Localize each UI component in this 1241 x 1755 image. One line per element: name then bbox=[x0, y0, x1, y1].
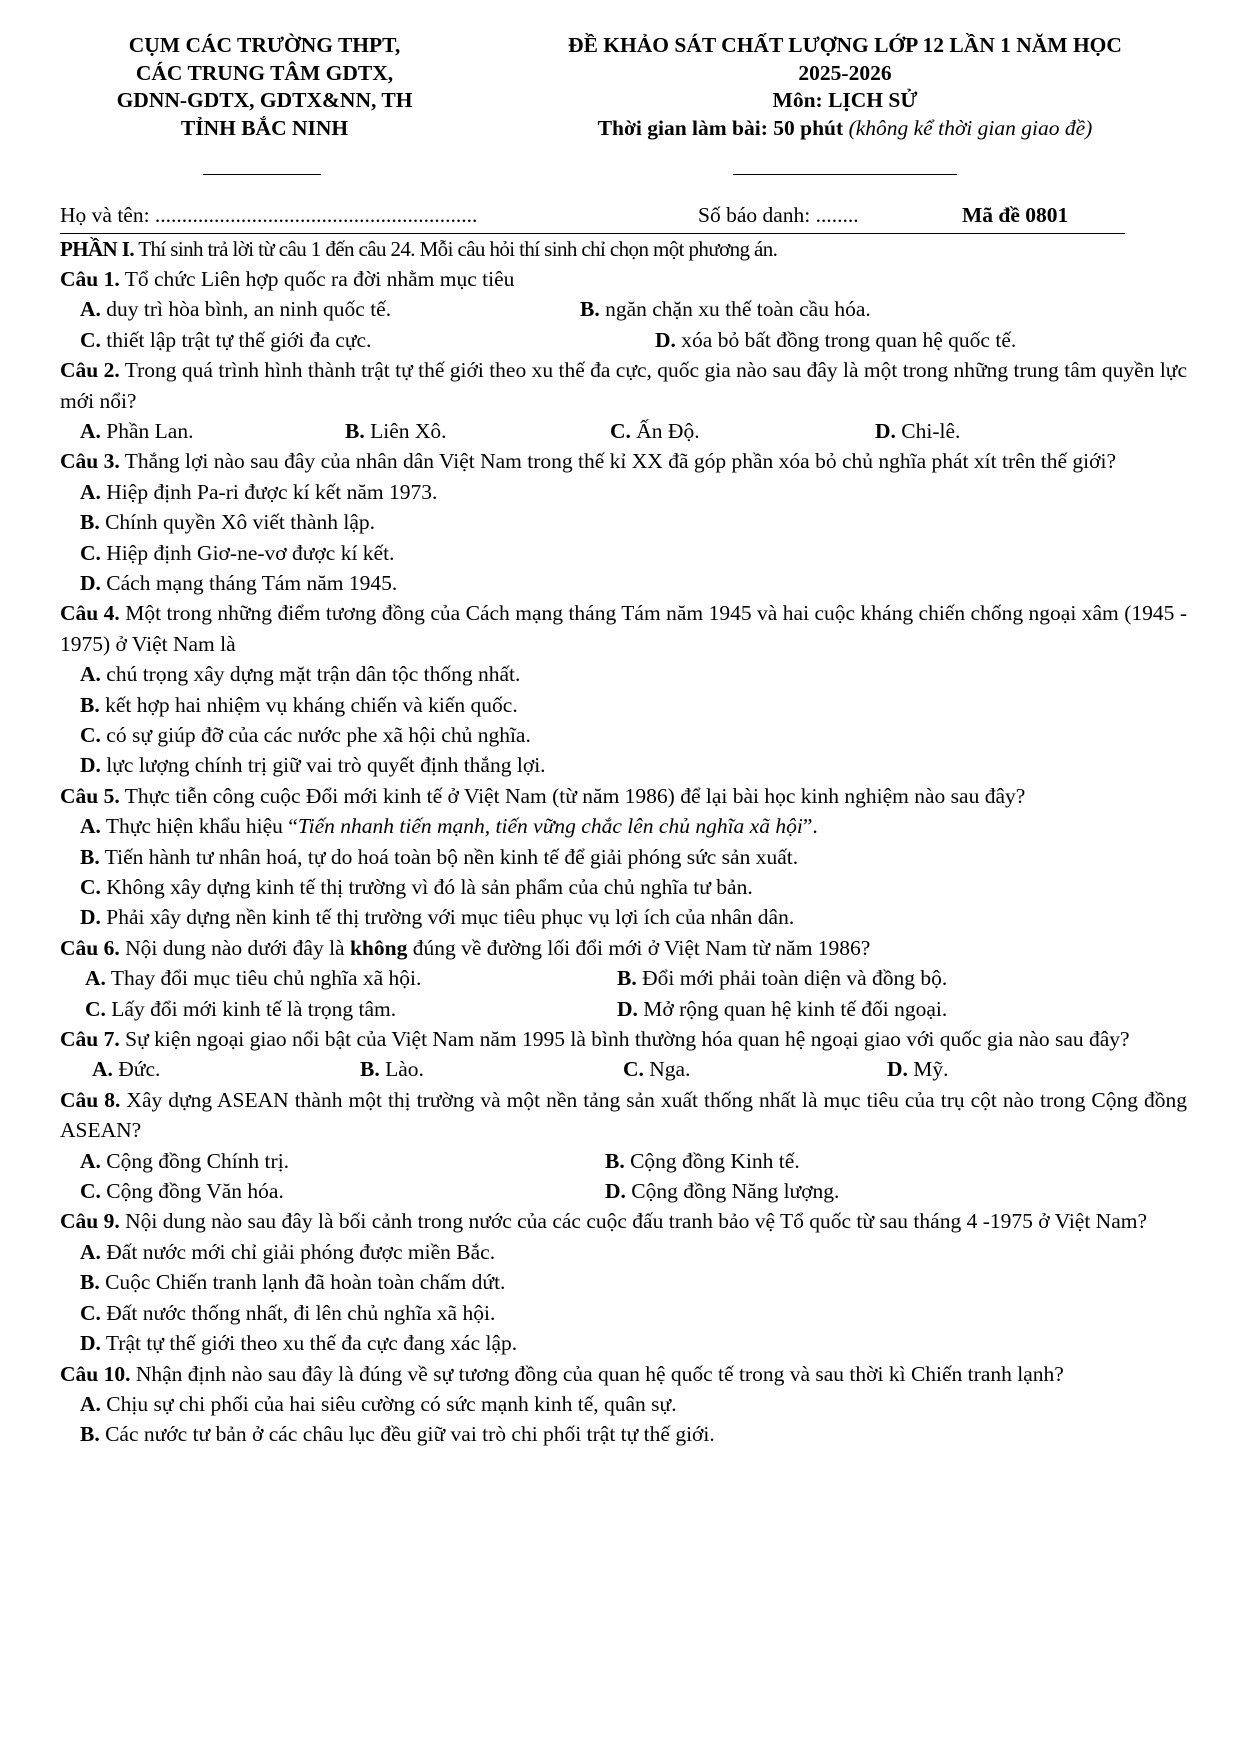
questions-section bbox=[60, 234, 1187, 1450]
option-a[interactable]: A. duy trì hòa bình, an ninh quốc tế. bbox=[80, 297, 392, 322]
option-c[interactable]: C. Đất nước thống nhất, đi lên chủ nghĩa xã hội. bbox=[80, 1300, 496, 1325]
option-a[interactable]: A. Thực hiện khẩu hiệu “Tiến nhanh tiến mạnh, tiến vững chắc lên chủ nghĩa xã hội”. bbox=[80, 814, 818, 839]
option-a[interactable]: A. Đức. bbox=[92, 1057, 161, 1082]
student-name-label: Họ và tên: ............................................................ bbox=[60, 203, 478, 227]
options-row bbox=[60, 325, 1187, 355]
option-b[interactable]: B. kết hợp hai nhiệm vụ kháng chiến và kiến quốc. bbox=[80, 692, 518, 717]
option-b[interactable]: B. Đổi mới phải toàn diện và đồng bộ. bbox=[617, 966, 948, 991]
option-c[interactable]: C. có sự giúp đỡ của các nước phe xã hội chủ nghĩa. bbox=[80, 723, 531, 748]
option-b[interactable]: B. Các nước tư bản ở các châu lục đều giữ vai trò chi phối trật tự thế giới. bbox=[80, 1422, 715, 1447]
school-line-4: TỈNH BẮC NINH bbox=[180, 115, 349, 140]
option-a[interactable]: A. Hiệp định Pa-ri được kí kết năm 1973. bbox=[80, 479, 438, 504]
options-row bbox=[60, 994, 1187, 1024]
option-d[interactable]: D. Mỹ. bbox=[887, 1057, 949, 1082]
option-c[interactable]: C. Lấy đổi mới kinh tế là trọng tâm. bbox=[85, 996, 397, 1021]
header-divider-right bbox=[733, 174, 957, 175]
school-header bbox=[62, 32, 467, 142]
option-a[interactable]: A. Thay đổi mục tiêu chủ nghĩa xã hội. bbox=[85, 966, 422, 991]
header-divider-left bbox=[203, 174, 321, 175]
exam-year: 2025-2026 bbox=[798, 60, 892, 85]
option-b[interactable]: B. Cộng đồng Kinh tế. bbox=[605, 1148, 800, 1173]
student-info bbox=[60, 203, 1125, 229]
option-d[interactable]: D. Chi-lê. bbox=[875, 419, 961, 443]
option-c[interactable]: C. thiết lập trật tự thế giới đa cực. bbox=[80, 327, 372, 352]
exam-code: Mã đề 0801 bbox=[962, 203, 1069, 227]
option-b[interactable]: B. ngăn chặn xu thế toàn cầu hóa. bbox=[580, 297, 871, 322]
exam-header bbox=[490, 32, 1200, 142]
option-d[interactable]: D. Cách mạng tháng Tám năm 1945. bbox=[80, 571, 398, 596]
option-d[interactable]: D. xóa bỏ bất đồng trong quan hệ quốc tế. bbox=[655, 327, 1017, 352]
option-b[interactable]: B. Tiến hành tư nhân hoá, tự do hoá toàn bộ nền kinh tế để giải phóng sức sản xuất. bbox=[80, 844, 799, 869]
part-1-instruction: PHẦN I. Thí sinh trả lời từ câu 1 đến câu 24. Mỗi câu hỏi thí sinh chỉ chọn một phương án. bbox=[60, 237, 778, 261]
option-a[interactable]: A. Đất nước mới chỉ giải phóng được miền Bắc. bbox=[80, 1239, 496, 1264]
option-a[interactable]: A. Cộng đồng Chính trị. bbox=[80, 1148, 290, 1173]
question-3: Câu 3. Thắng lợi nào sau đây của nhân dân Việt Nam trong thế kỉ XX đã góp phần xóa bỏ chủ nghĩa phát xít trên thế giới? bbox=[60, 449, 1117, 474]
options-row bbox=[60, 1054, 1187, 1084]
school-line-1: CỤM CÁC TRƯỜNG THPT, bbox=[128, 33, 401, 57]
question-4: Câu 4. Một trong những điểm tương đồng của Cách mạng tháng Tám năm 1945 và hai cuộc kháng chiến chống ngoại xâm (1945 - 1975) ở Việt Nam là bbox=[60, 601, 1187, 656]
option-c[interactable]: C. Hiệp định Giơ-ne-vơ được kí kết. bbox=[80, 540, 395, 565]
exam-subject: Môn: LỊCH SỬ bbox=[772, 88, 918, 112]
option-a[interactable]: A. Phần Lan. bbox=[80, 419, 194, 443]
option-c[interactable]: C. Không xây dựng kinh tế thị trường vì đó là sản phẩm của chủ nghĩa tư bản. bbox=[80, 875, 753, 900]
option-c[interactable]: C. Ấn Độ. bbox=[610, 419, 700, 443]
option-b[interactable]: B. Lào. bbox=[360, 1057, 424, 1082]
options-row bbox=[60, 1146, 1187, 1176]
question-1: Câu 1. Tổ chức Liên hợp quốc ra đời nhằm mục tiêu bbox=[60, 267, 515, 291]
school-line-3: GDNN-GDTX, GDTX&NN, TH bbox=[116, 88, 413, 112]
option-b[interactable]: B. Liên Xô. bbox=[345, 419, 447, 443]
option-d[interactable]: D. Cộng đồng Năng lượng. bbox=[605, 1179, 840, 1204]
question-7: Câu 7. Sự kiện ngoại giao nổi bật của Việt Nam năm 1995 là bình thường hóa quan hệ ngoại giao với quốc gia nào sau đây? bbox=[60, 1027, 1130, 1052]
option-d[interactable]: D. Mở rộng quan hệ kinh tế đối ngoại. bbox=[617, 996, 948, 1021]
options-row bbox=[60, 294, 1187, 324]
option-a[interactable]: A. chú trọng xây dựng mặt trận dân tộc thống nhất. bbox=[80, 662, 521, 687]
question-9: Câu 9. Nội dung nào sau đây là bối cảnh trong nước của các cuộc đấu tranh bảo vệ Tổ quốc từ sau tháng 4 -1975 ở Việt Nam? bbox=[60, 1209, 1148, 1234]
option-d[interactable]: D. Phải xây dựng nền kinh tế thị trường với mục tiêu phục vụ lợi ích của nhân dân. bbox=[80, 905, 795, 930]
options-row bbox=[60, 1176, 1187, 1206]
school-line-2: CÁC TRUNG TÂM GDTX, bbox=[135, 60, 394, 85]
options-row bbox=[60, 963, 1187, 993]
option-c[interactable]: C. Nga. bbox=[623, 1057, 691, 1082]
question-8: Câu 8. Xây dựng ASEAN thành một thị trường và một nền tảng sản xuất thống nhất là mục tiêu của trụ cột nào trong Cộng đồng ASEAN? bbox=[60, 1087, 1188, 1143]
exam-title: ĐỀ KHẢO SÁT CHẤT LƯỢNG LỚP 12 LẦN 1 NĂM HỌC bbox=[568, 33, 1122, 57]
time-note: (không kể thời gian giao đề) bbox=[848, 115, 1093, 140]
student-id-label: Số báo danh: ........ bbox=[698, 203, 859, 227]
option-c[interactable]: C. Cộng đồng Văn hóa. bbox=[80, 1179, 284, 1204]
question-2: Câu 2. Trong quá trình hình thành trật tự thế giới theo xu thế đa cực, quốc gia nào sau đây là một trong những trung tâm quyền lực mới nổi? bbox=[60, 358, 1188, 413]
question-10: Câu 10. Nhận định nào sau đây là đúng về sự tương đồng của quan hệ quốc tế trong và sau thời kì Chiến tranh lạnh? bbox=[60, 1361, 1064, 1386]
option-d[interactable]: D. Trật tự thế giới theo xu thế đa cực đang xác lập. bbox=[80, 1331, 518, 1356]
option-a[interactable]: A. Chịu sự chi phối của hai siêu cường có sức mạnh kinh tế, quân sự. bbox=[80, 1391, 677, 1416]
option-b[interactable]: B. Cuộc Chiến tranh lạnh đã hoàn toàn chấm dứt. bbox=[80, 1270, 506, 1295]
question-6: Câu 6. Nội dung nào dưới đây là không đúng về đường lối đổi mới ở Việt Nam từ năm 1986? bbox=[60, 935, 871, 960]
exam-time: Thời gian làm bài: 50 phút (không kể thời gian giao đề) bbox=[597, 115, 1093, 140]
question-5: Câu 5. Thực tiễn công cuộc Đổi mới kinh tế ở Việt Nam (từ năm 1986) để lại bài học kinh nghiệm nào sau đây? bbox=[60, 783, 1026, 808]
options-row bbox=[60, 416, 1187, 446]
option-b[interactable]: B. Chính quyền Xô viết thành lập. bbox=[80, 510, 375, 535]
option-d[interactable]: D. lực lượng chính trị giữ vai trò quyết định thắng lợi. bbox=[80, 753, 546, 778]
